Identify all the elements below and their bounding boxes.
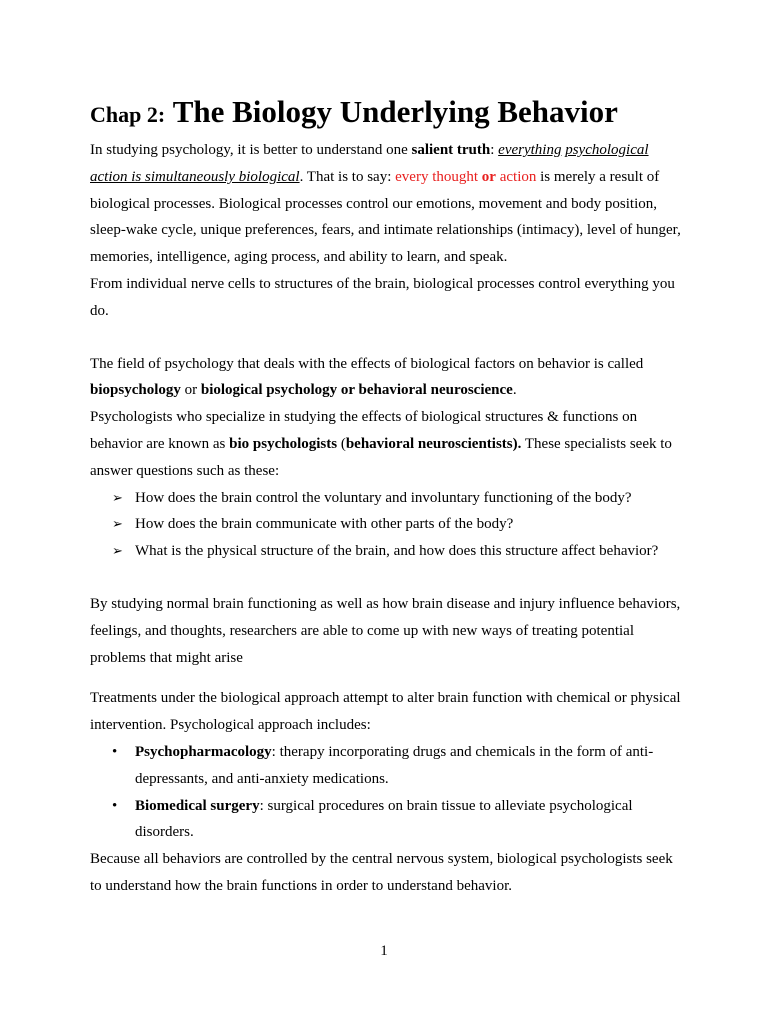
psychologists-paragraph: [90, 404, 682, 484]
text-run: (: [337, 435, 346, 452]
nerve-cells-paragraph: From individual nerve cells to structures of the brain, biological processes control everything you do.: [90, 275, 675, 319]
arrow-bullet-icon: ➢: [112, 489, 123, 505]
text-run: Psychologists who specialize in studying the effects of biological structures & functions on behavior are known as: [90, 409, 638, 452]
chapter-number: Chap 2:: [90, 102, 166, 127]
document-page: [90, 92, 682, 900]
biopsychology-paragraph: [90, 351, 682, 405]
biological-action-emphasis: psychological action is simultaneously biological: [90, 142, 649, 185]
page-number: 1: [380, 943, 388, 959]
spacer: [90, 325, 682, 351]
term-psychopharmacology: Psychopharmacology: [135, 743, 272, 760]
term-bio-psychologists: bio psychologists: [229, 435, 338, 452]
term-behavioral-neuroscientists: behavioral neuroscientists).: [345, 435, 522, 452]
everything-emphasis: everything: [498, 142, 562, 158]
list-item: [90, 511, 682, 538]
text-run: . That is to say:: [299, 168, 396, 185]
brain-functioning-paragraph: By studying normal brain functioning as well as how brain disease and injury influence behaviors, feelings, and thoughts, researchers are able to come up with new ways of treating potential problems that might arise: [90, 595, 681, 666]
list-item: [90, 739, 682, 793]
questions-list: [90, 485, 682, 565]
text-run: These specialists seek to answer questions such as these:: [90, 435, 672, 479]
text-run: :: [490, 142, 499, 158]
intro-paragraph: [90, 137, 682, 271]
term-biomedical-surgery: Biomedical surgery: [135, 797, 260, 814]
list-item-text: : surgical procedures on brain tissue to alleviate psychological disorders.: [135, 797, 633, 841]
arrow-bullet-icon: ➢: [112, 543, 123, 559]
spacer: [90, 671, 682, 685]
text-run: or: [180, 382, 201, 399]
text-run: .: [512, 382, 517, 399]
text-run: In studying psychology, it is better to understand one: [90, 142, 412, 158]
chapter-title: The Biology Underlying Behavior: [172, 94, 618, 129]
salient-truth-bold: salient truth: [411, 142, 491, 158]
list-item-text: How does the brain communicate with other parts of the body?: [135, 516, 514, 533]
list-item: [90, 793, 682, 847]
chapter-heading: [90, 92, 682, 135]
bullet-icon: •: [112, 743, 118, 760]
treatments-list: [90, 739, 682, 846]
conclusion-paragraph: Because all behaviors are controlled by the central nervous system, biological psychologists seek to understand how the brain functions in order to understand behavior.: [90, 851, 673, 894]
arrow-bullet-icon: ➢: [112, 516, 123, 532]
term-biopsychology: biopsychology: [90, 382, 181, 399]
list-item: [90, 485, 682, 512]
text-run: The field of psychology that deals with the effects of biological factors on behavior is called: [90, 355, 644, 372]
red-text-thought: every thought: [395, 168, 482, 185]
term-biological-psychology: biological psychology or behavioral neuroscience: [200, 382, 513, 399]
text-run: is merely a result of biological processes. Biological processes control our emotions, movement and body position, sleep-wake cycle, unique preferences, fears, and intimate relationships (intimacy), level of hunger, memories, intelligence, aging process, and ability to learn, and speak.: [90, 168, 681, 266]
red-bold-or: or: [481, 168, 496, 185]
list-item-text: What is the physical structure of the brain, and how does this structure affect behavior?: [135, 543, 659, 560]
list-item-text: : therapy incorporating drugs and chemicals in the form of anti-depressants, and anti-anxiety medications.: [135, 743, 654, 787]
treatments-paragraph: Treatments under the biological approach attempt to alter brain function with chemical or physical intervention. Psychological approach includes:: [90, 690, 681, 734]
list-item-text: How does the brain control the voluntary and involuntary functioning of the body?: [135, 489, 632, 506]
red-text-action: action: [495, 168, 537, 185]
bullet-icon: •: [112, 797, 118, 814]
list-item: [90, 538, 682, 565]
spacer: [90, 565, 682, 591]
